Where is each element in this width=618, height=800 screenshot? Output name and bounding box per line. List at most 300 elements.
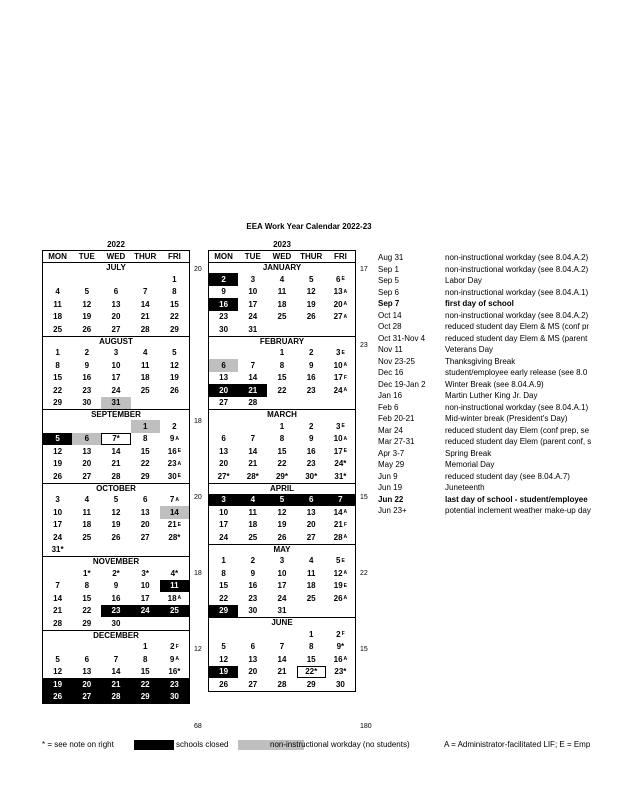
day-cell: 12 A [333,568,348,578]
day-number: 10 [248,287,258,297]
day-cell [209,494,238,507]
day-number: 29 [140,692,150,702]
day-cell: 5 E [336,556,345,566]
day-cell [43,359,72,372]
day-number: 11 [140,360,150,370]
day-cell [160,580,189,593]
day-number: 18 [306,581,316,591]
day-number: 21 [111,679,121,689]
day-number: 13 [111,299,121,309]
day-number: 25 [140,385,150,395]
week-row [209,458,355,471]
calendar-2022 [42,239,190,704]
day-number: 3 [221,495,226,505]
day-cell [72,420,101,433]
day-number: 27 [82,471,92,481]
weekday-header [209,251,355,263]
event-row [378,402,618,414]
day-cell [72,617,101,630]
day-cell [209,359,238,372]
day-cell [238,555,267,568]
day-cell: 28 A [333,532,348,542]
week-row [43,286,189,299]
day-number: 29 [53,398,63,408]
day-number: 15 [82,593,92,603]
event-row [378,436,618,448]
day-number: 6 [336,274,341,284]
day-cell [238,470,267,483]
event-desc: potential inclement weather make-up day [445,506,591,515]
month-april [209,483,355,544]
day-cell [101,323,130,336]
day-number: 6 [84,434,90,444]
month-day-count: 15 [360,646,368,653]
day-number: 29 [219,606,229,616]
day-number: 26 [219,679,229,689]
week-row [209,519,355,532]
day-number: 20 [306,520,316,530]
day-cell [72,494,101,507]
month-name: MAY [273,544,291,554]
day-number: 15 [140,667,150,677]
day-number: 8 [279,434,285,444]
day-number: 13 [248,654,258,664]
day-cell [238,397,267,410]
event-desc: Winter Break (see 8.04.A.9) [445,379,544,389]
day-cell [131,666,160,679]
day-cell [326,458,355,471]
day-cell [43,567,72,580]
week-row [209,567,355,580]
day-number: 6 [113,287,119,297]
event-row [378,494,618,506]
day-number: 9 [169,654,175,664]
day-cell [160,666,189,679]
day-number: 18 [167,593,177,603]
event-row [378,252,618,264]
day-cell [238,678,267,691]
day-cell: 21 F [333,520,347,530]
month-day-count: 20 [194,494,202,501]
day-number: 14 [140,299,150,309]
day-number: 22 [277,459,287,469]
day-cell [238,298,267,311]
day-cell [209,420,238,433]
day-number: 20 [140,520,150,530]
day-number: 7 [338,495,343,505]
week-row [43,653,189,666]
year-label: 2022 [107,240,125,249]
week-row [43,420,189,433]
day-number: 7 [250,434,256,444]
day-number: 12 [53,446,63,456]
day-number: 15 [53,373,63,383]
day-number: 24 [248,312,258,322]
event-desc: Martin Luther King Jr. Day [445,391,538,400]
day-number: 27 [111,324,121,334]
day-number: 24 [53,532,63,542]
event-desc: non-instructional workday (see 8.04.A.2) [445,264,589,274]
day-number: 14 [169,507,179,517]
day-cell [101,580,130,593]
day-cell [209,506,238,519]
day-cell [43,433,72,446]
day-number: 1 [142,642,148,652]
day-number: 2 [336,629,341,639]
month-name: APRIL [270,483,294,493]
day-cell [160,311,189,324]
dow-label: MON [48,252,67,261]
total-count: 68 [194,723,202,730]
event-desc: Thanksgiving Break [445,356,516,366]
day-number: 28* [168,532,181,542]
day-number: 31 [248,324,258,334]
day-number: 11 [82,507,92,517]
day-number: 10 [277,568,287,578]
day-cell [101,617,130,630]
day-cell [297,605,326,618]
day-cell [160,691,189,704]
event-row [378,448,618,460]
day-number: 12 [333,568,343,578]
day-cell [43,506,72,519]
day-cell [43,531,72,544]
day-cell [209,470,238,483]
month-january [209,263,355,336]
month-august [43,336,189,410]
day-number: 24 [219,532,229,542]
day-cell: 26 A [333,593,348,603]
day-cell [297,666,326,679]
event-row [378,413,618,425]
month-name: JANUARY [262,263,302,272]
week-row [43,519,189,532]
day-cell [267,286,296,299]
day-cell [43,617,72,630]
day-cell [297,580,326,593]
day-number: 4 [84,495,90,505]
day-number: 3 [336,348,341,358]
day-number: 9 [169,434,175,444]
day-cell [160,397,189,410]
day-number: 5 [84,287,90,297]
day-cell [297,347,326,360]
month-list [43,263,189,703]
day-number: 15 [219,581,229,591]
day-cell [72,666,101,679]
day-cell [267,433,296,446]
day-cell: 16 E [167,446,182,456]
day-number: 28 [248,398,258,408]
day-cell [101,653,130,666]
calendar-grid [42,250,190,704]
day-cell [297,359,326,372]
day-number: 1 [308,629,314,639]
day-cell [267,628,296,641]
day-cell [297,286,326,299]
day-cell [43,544,72,557]
week-row [43,605,189,618]
day-cell [267,605,296,618]
day-cell [297,458,326,471]
month-name: MARCH [267,410,297,419]
day-number: 14 [248,373,258,383]
day-cell [43,605,72,618]
day-number: 15 [277,373,287,383]
day-cell [297,555,326,568]
day-number: 24 [111,385,121,395]
day-cell [131,567,160,580]
day-number: 9 [84,360,90,370]
month-may [209,544,355,618]
day-cell [267,567,296,580]
event-date: Jun 19 [378,483,403,492]
month-july [43,263,189,336]
day-number: 22 [277,385,287,395]
day-cell [209,580,238,593]
event-desc: Labor Day [445,276,482,285]
day-cell [131,445,160,458]
day-cell [131,347,160,360]
day-number: 31 [277,606,287,616]
day-cell [101,273,130,286]
day-cell [101,531,130,544]
month-february [209,336,355,410]
day-cell [209,311,238,324]
day-number: 6 [308,495,314,505]
month-june [209,617,355,691]
day-cell [160,273,189,286]
day-number: 15 [277,446,287,456]
day-cell [131,470,160,483]
day-number: 7 [113,654,119,664]
day-cell [72,445,101,458]
day-number: 4 [142,348,148,358]
day-number: 27 [248,679,258,689]
day-number: 22 [140,679,150,689]
week-row [209,359,355,372]
event-desc: Juneteenth [445,483,485,492]
day-cell [131,580,160,593]
week-row [43,592,189,605]
day-cell [267,273,296,286]
day-number: 3 [55,495,60,505]
day-cell [131,592,160,605]
day-number: 29 [140,471,150,481]
day-cell [131,311,160,324]
day-number: 25 [277,312,287,322]
legend-closed: schools closed [176,740,229,749]
day-cell [160,372,189,385]
week-row [209,323,355,336]
week-row [209,653,355,666]
event-row [378,459,618,471]
week-row [43,433,189,446]
closed-swatch [134,740,174,750]
month-name: FEBRUARY [259,336,305,346]
day-number: 19 [82,312,92,322]
weekday-header [43,251,189,263]
year-label: 2023 [273,240,291,249]
event-row [378,344,618,356]
week-row [209,347,355,360]
day-cell [72,298,101,311]
day-cell [267,347,296,360]
day-cell: 10 A [333,434,348,444]
day-number: 3 [250,274,256,284]
day-number: 13 [140,507,150,517]
day-cell [297,567,326,580]
day-number: 18 [277,299,287,309]
week-row [209,506,355,519]
day-cell [101,567,130,580]
week-row [209,531,355,544]
day-cell [297,519,326,532]
day-cell [326,605,355,618]
day-number: 9 [308,360,314,370]
day-cell [72,592,101,605]
week-row [43,347,189,360]
day-number: 20 [219,459,229,469]
day-number: 2* [112,568,120,578]
week-row [43,311,189,324]
event-desc: reduced student day Elem & MS (conf pr [445,322,590,331]
event-desc: reduced student day Elem & MS (parent [445,333,588,343]
day-cell: 23 A [167,459,182,469]
event-date: Mar 24 [378,425,403,435]
day-number: 17 [333,446,343,456]
month-day-count: 15 [360,494,368,501]
day-cell [43,347,72,360]
day-number: 6 [84,654,90,664]
dow-label: THUR [134,252,157,261]
day-cell [238,445,267,458]
day-number: 5 [55,434,60,444]
day-cell [238,506,267,519]
day-number: 21 [167,520,177,530]
week-row [43,641,189,654]
day-cell: 20 A [333,299,348,309]
day-cell [326,494,355,507]
day-cell [267,323,296,336]
day-cell [43,273,72,286]
day-cell [101,506,130,519]
day-cell [101,641,130,654]
day-cell [297,298,326,311]
day-number: 7 [169,495,175,505]
event-date: Dec 16 [378,368,404,377]
day-cell [72,397,101,410]
day-cell [160,384,189,397]
day-number: 18 [53,312,63,322]
day-number: 11 [248,507,258,517]
day-cell [209,372,238,385]
event-desc: last day of school - student/employee [445,494,588,504]
dow-label: TUE [244,252,261,261]
day-number: 8 [55,360,60,370]
week-row [43,359,189,372]
day-cell [267,384,296,397]
day-cell [297,420,326,433]
dow-label: WED [272,252,292,261]
day-cell [160,359,189,372]
day-cell [131,458,160,471]
day-number: 14 [53,593,63,603]
day-cell [43,470,72,483]
day-cell [160,617,189,630]
day-number: 25 [169,606,179,616]
week-row [209,470,355,483]
month-september [43,409,189,483]
day-cell [131,420,160,433]
day-number: 17 [333,373,343,383]
day-cell [43,286,72,299]
day-number: 10 [219,507,229,517]
day-cell [72,359,101,372]
day-cell [160,420,189,433]
day-number: 21 [248,459,258,469]
day-cell [43,397,72,410]
day-cell [297,384,326,397]
day-cell [72,286,101,299]
day-number: 19 [219,667,229,677]
event-desc: non-instructional workday (see 8.04.A.2) [445,310,589,320]
day-cell [131,506,160,519]
total-count: 180 [360,723,372,730]
day-cell: 17 E [333,446,348,456]
event-desc: student/employee early release (see 8.0 [445,368,588,377]
day-cell: 10 A [333,360,348,370]
day-cell [43,678,72,691]
day-cell [297,494,326,507]
week-row [209,666,355,679]
day-number: 21 [111,459,121,469]
day-number: 30 [335,679,345,689]
month-day-count: 23 [360,342,368,349]
day-cell [101,678,130,691]
day-cell: 2 F [336,629,345,639]
day-number: 8 [172,287,177,297]
day-number: 4 [55,287,60,297]
event-date: Aug 31 [378,253,404,262]
day-number: 22* [305,667,318,677]
day-cell [238,273,267,286]
week-row [43,470,189,483]
event-date: Sep 6 [378,287,399,297]
event-date: Dec 19-Jan 2 [378,379,426,389]
day-cell [43,494,72,507]
day-number: 18 [140,373,150,383]
day-cell [209,445,238,458]
day-number: 23 [248,593,258,603]
day-cell [101,347,130,360]
day-cell [209,666,238,679]
day-cell [238,605,267,618]
day-number: 28 [140,324,150,334]
week-row [209,494,355,507]
week-row [43,458,189,471]
day-number: 26 [306,312,316,322]
legend-note: * = see note on right [42,740,114,749]
event-row [378,310,618,322]
day-number: 9 [221,287,226,297]
day-number: 3 [113,348,119,358]
day-cell [267,397,296,410]
week-row [209,372,355,385]
day-cell [72,384,101,397]
day-number: 2 [308,348,314,358]
day-cell [297,470,326,483]
